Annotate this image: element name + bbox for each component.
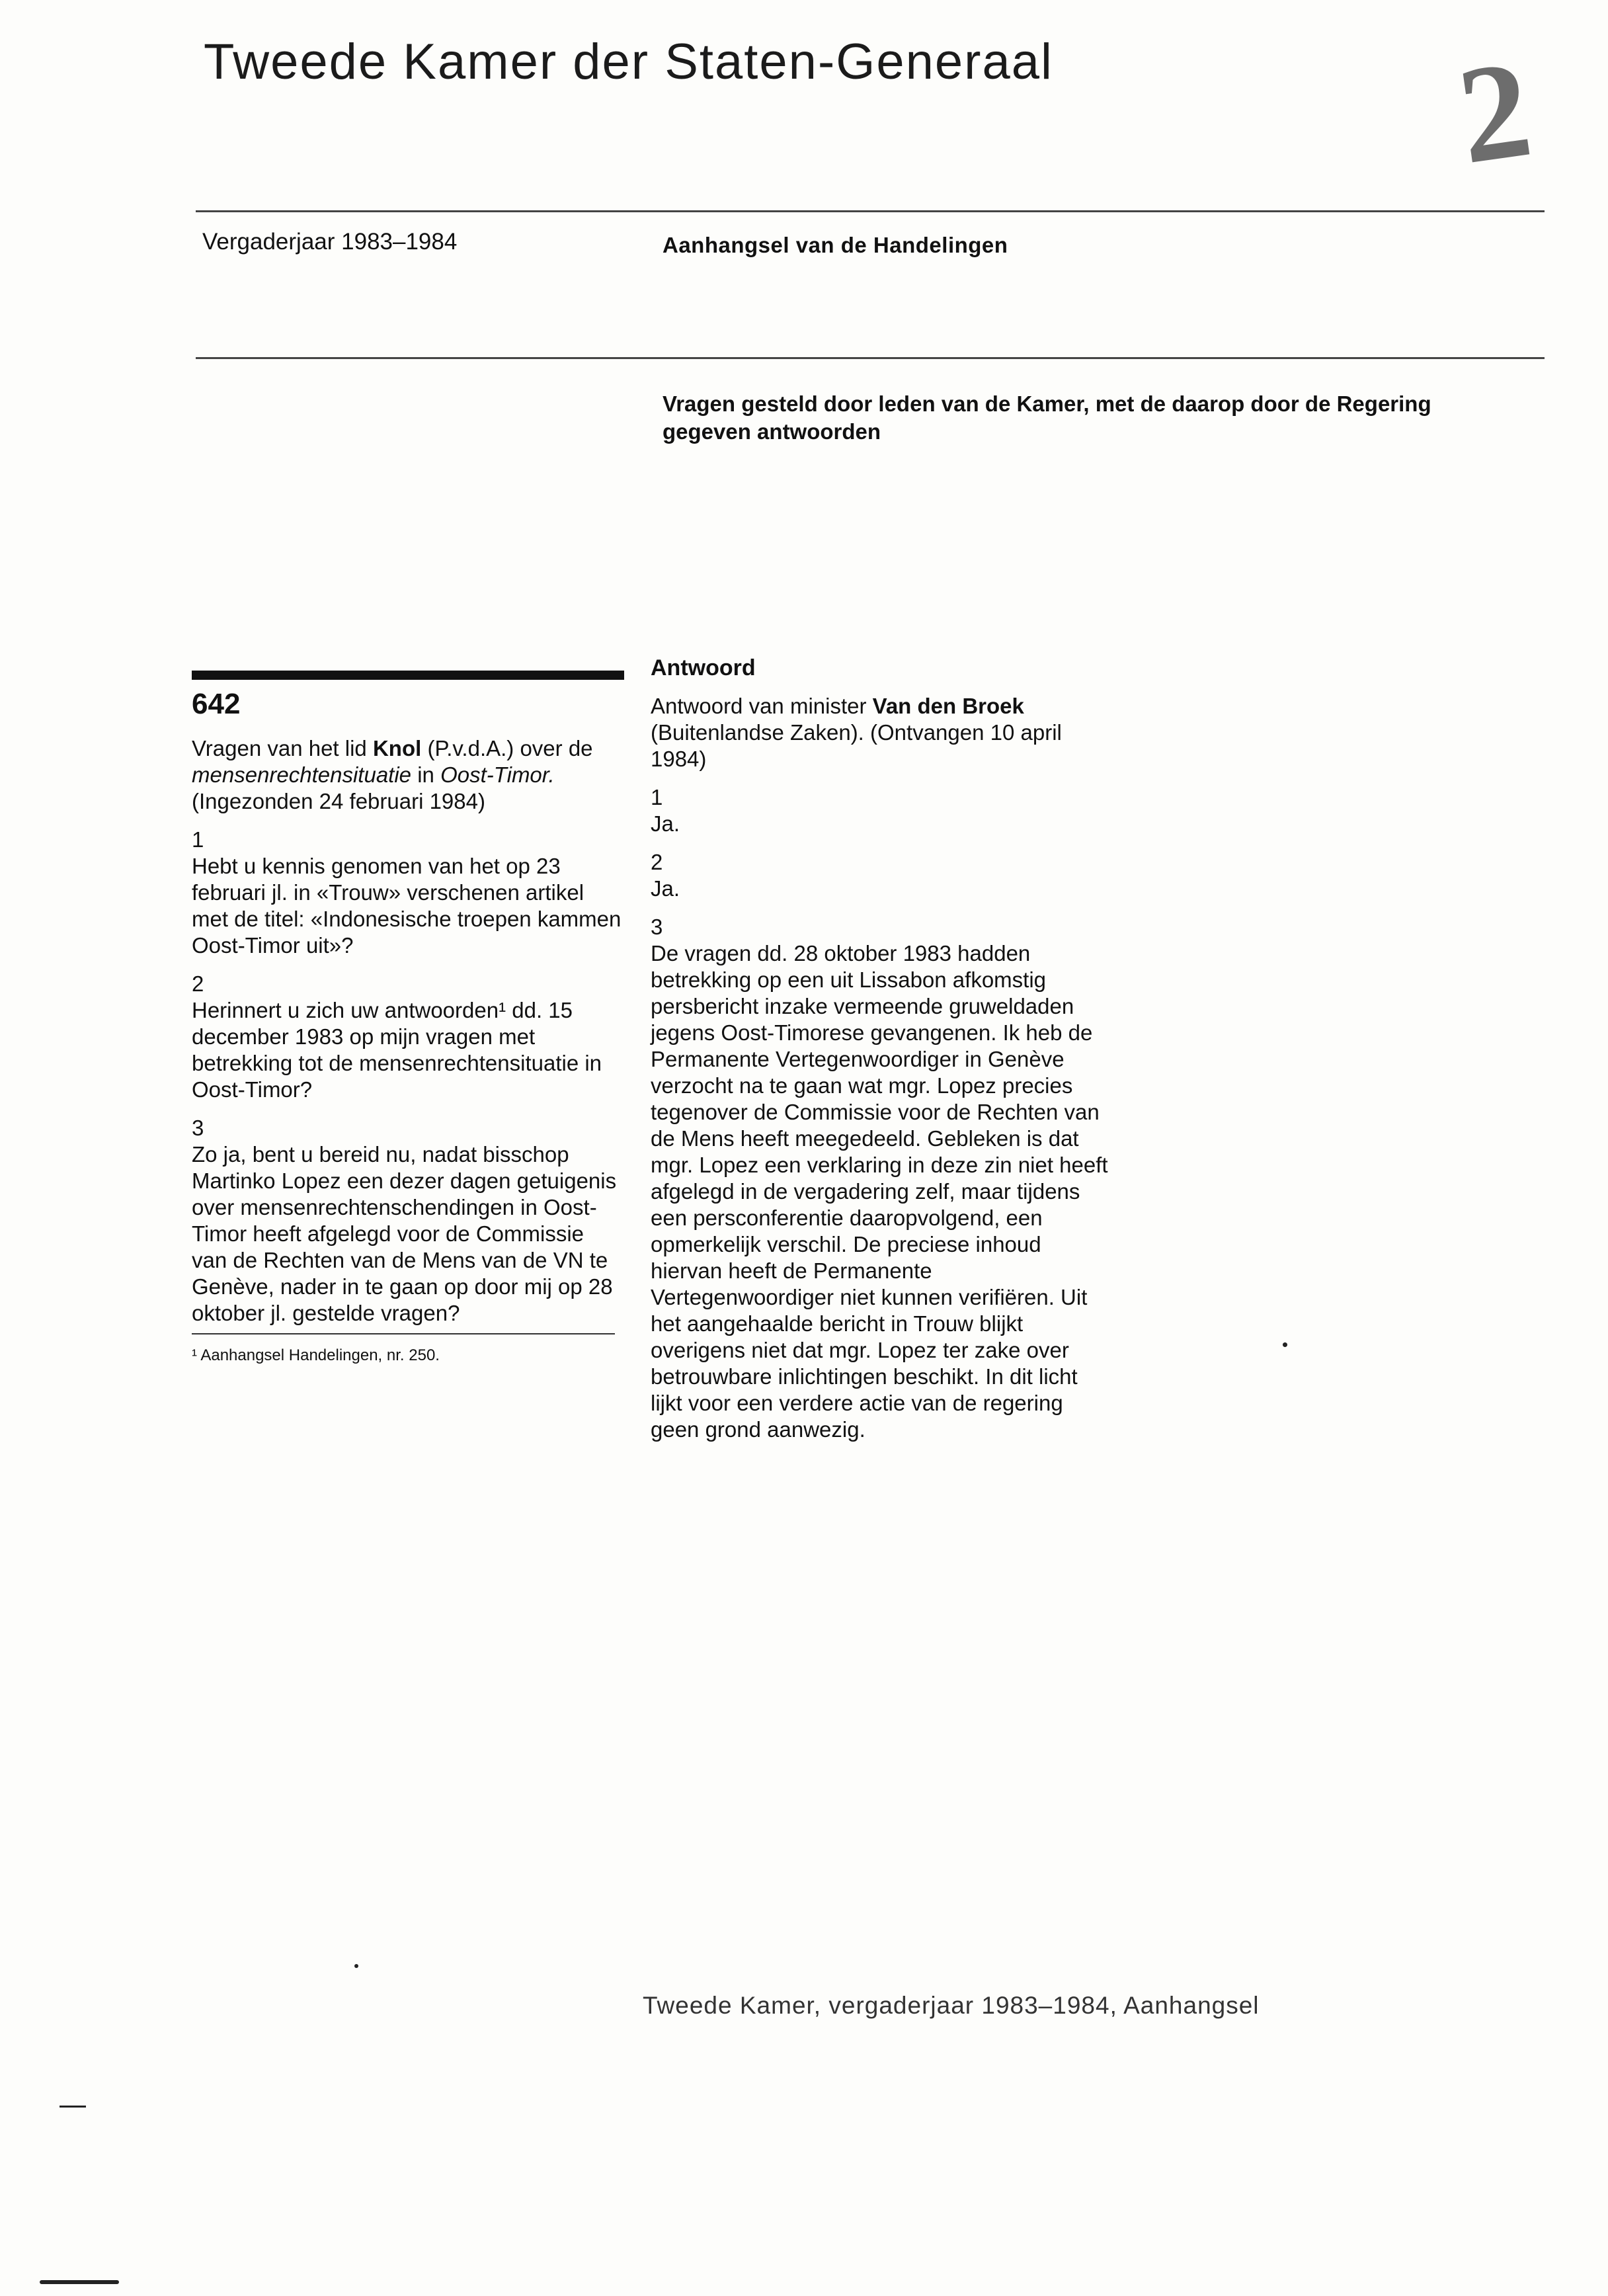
- question-2-text: Herinnert u zich uw antwoorden¹ dd. 15 december 1983 op mijn vragen met betrekking tot de mensenrechtensituatie in Oost-Timor?: [192, 998, 602, 1102]
- session-year: Vergaderjaar 1983–1984: [202, 229, 458, 255]
- answer-2-text: Ja.: [651, 876, 680, 901]
- answer-1-text: Ja.: [651, 811, 680, 836]
- answer-1-number: 1: [651, 785, 663, 809]
- answer-3-text: De vragen dd. 28 oktober 1983 hadden betrekking op een uit Lissabon afkomstig persbericht inzake vermeende gruweldaden jegens Oost-Timorese gevangenen. Ik heb de Permanente Vertegenwoordiger in Genève verzocht na te gaan wat mgr. Lopez precies tegenover de Commissie voor de Rechten van de Mens heeft meegedeeld. Gebleken is dat mgr. Lopez een verklaring in deze zin niet heeft afgelegd in de vergadering zelf, maar tijdens een persconferentie daaropvolgend, een opmerkelijk verschil. De preciese inhoud hiervan heeft de Permanente Vertegenwoordiger niet kunnen verifiëren. Uit het aangehaalde bericht in Trouw blijkt overigens niet dat mgr. Lopez ter zake over betrouwbare inlichtingen beschikt. In dit licht lijkt voor een verdere actie van de regering geen grond aanwezig.: [651, 941, 1108, 1442]
- scan-speck: [1283, 1342, 1287, 1347]
- answer-column: [651, 655, 1113, 1443]
- answer-heading: Antwoord: [651, 655, 756, 680]
- question-column: [192, 735, 624, 1369]
- minister-name: Van den Broek: [872, 694, 1024, 718]
- question-2-number: 2: [192, 971, 204, 996]
- place: Oost-Timor.: [440, 762, 555, 787]
- question-intro: Vragen van het lid Knol (P.v.d.A.) over de mensenrechtensituatie in Oost-Timor. (Ingezonden 24 februari 1984): [192, 736, 593, 813]
- header-rule-top: [196, 210, 1545, 212]
- question-rule: [192, 671, 624, 680]
- scan-speck: [60, 2106, 86, 2108]
- question-1-number: 1: [192, 827, 204, 852]
- subject: mensenrechtensituatie: [192, 762, 412, 787]
- masthead-title: Tweede Kamer der Staten-Generaal: [204, 34, 1053, 90]
- page-number-mark: 2: [1449, 31, 1540, 194]
- scan-speck: [354, 1964, 358, 1968]
- page-footer: Tweede Kamer, vergaderjaar 1983–1984, Aanhangsel: [643, 1992, 1260, 2019]
- question-1-text: Hebt u kennis genomen van het op 23 februari jl. in «Trouw» verschenen artikel met de titel: «Indonesische troepen kammen Oost-Timor uit»?: [192, 854, 622, 958]
- footnote: ¹ Aanhangsel Handelingen, nr. 250.: [192, 1346, 440, 1364]
- member-name: Knol: [372, 736, 422, 760]
- intro-text: Vragen gesteld door leden van de Kamer, met de daarop door de Regering gegeven antwoorden: [663, 391, 1431, 444]
- answer-2-number: 2: [651, 850, 663, 874]
- publication-title: Aanhangsel van de Handelingen: [663, 233, 1008, 257]
- footnote-rule: [192, 1333, 615, 1334]
- answer-3-number: 3: [651, 915, 663, 939]
- question-number: 642: [192, 688, 241, 720]
- header-rule-bottom: [196, 357, 1545, 359]
- answer-intro: Antwoord van minister Van den Broek (Buitenlandse Zaken). (Ontvangen 10 april 1984): [651, 694, 1062, 771]
- scan-speck: [40, 2280, 119, 2284]
- question-3-text: Zo ja, bent u bereid nu, nadat bisschop Martinko Lopez een dezer dagen getuigenis over mensenrechtenschendingen in Oost-Timor heeft afgelegd voor de Commissie van de Rechten van de Mens van de VN te Genève, nader in te gaan op door mij op 28 oktober jl. gestelde vragen?: [192, 1142, 617, 1325]
- question-3-number: 3: [192, 1116, 204, 1140]
